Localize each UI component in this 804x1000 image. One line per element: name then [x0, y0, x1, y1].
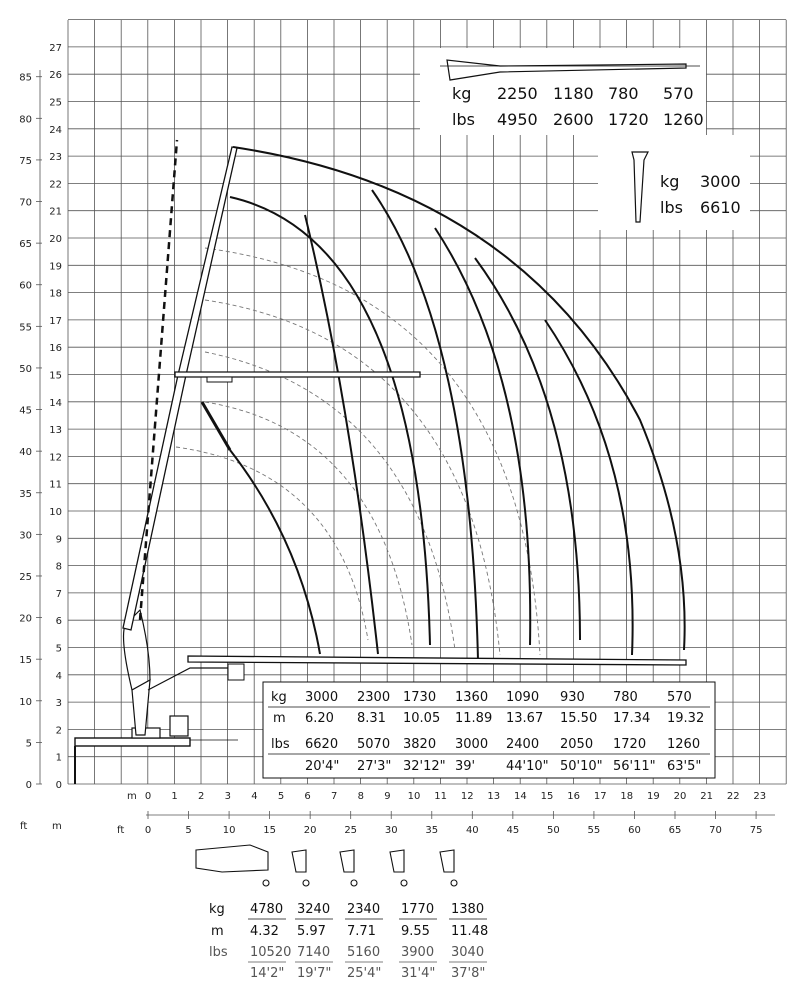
jib-lbs-unit: lbs	[452, 110, 475, 129]
bottom-axis-m-tick: 11	[434, 791, 447, 802]
bottom-table-cell-kg: 2340	[347, 902, 381, 917]
main-table-cell-ft: 63'5"	[667, 759, 702, 774]
bottom-axis-ft-tick: 50	[547, 825, 560, 836]
left-axis-ft-tick: 85	[19, 72, 32, 84]
bottom-axis-m-tick: 21	[700, 791, 713, 802]
bottom-axis-ft-tick: 20	[303, 825, 317, 836]
main-table-cell-ft: 44'10"	[506, 759, 549, 774]
bottom-table-cell-lbs: 3900	[401, 945, 435, 960]
bottom-table-label-kg: kg	[209, 902, 225, 917]
bottom-table-cell-lbs: 3040	[451, 945, 485, 960]
left-axis-m-tick: 24	[49, 124, 62, 136]
bottom-axis-m-tick: 17	[593, 791, 607, 802]
left-axis-m-tick: 18	[49, 288, 62, 300]
curve-1	[230, 450, 320, 654]
main-table-cell-m: 17.34	[613, 711, 651, 726]
left-axis-ft-tick: 0	[25, 780, 32, 791]
left-axis-ft-tick: 65	[19, 239, 32, 251]
left-axis-m-tick: 10	[49, 507, 62, 518]
bottom-axis-ft-tick: 25	[344, 825, 358, 836]
bottom-axis-ft-tick: 15	[263, 825, 276, 836]
main-table-cell-m: 6.20	[305, 711, 334, 726]
curve-5	[435, 228, 530, 645]
bottom-axis-m-tick: 4	[251, 791, 258, 802]
left-axis-m-tick: 21	[49, 206, 62, 218]
left-axis-m-tick: 15	[49, 370, 62, 382]
main-table-cell-lbs: 1720	[613, 737, 647, 752]
main-table-label-m: m	[273, 711, 286, 726]
bottom-axis-m-tick: 3	[224, 791, 231, 802]
main-table-cell-kg: 1090	[506, 690, 540, 705]
left-axis-m-tick: 4	[55, 670, 62, 682]
left-axis-m-tick: 11	[49, 479, 62, 491]
bottom-axis-ft-tick: 35	[425, 825, 439, 836]
bottom-table-cell-kg: 1380	[451, 902, 485, 917]
left-axis-ft-tick: 45	[19, 405, 32, 417]
main-table-cell-lbs: 3820	[403, 737, 437, 752]
left-axis-m-tick: 16	[49, 343, 62, 355]
boom-section-icons	[196, 845, 457, 886]
bottom-axis-m-tick: 7	[331, 791, 338, 802]
curve-7	[545, 320, 633, 655]
left-axis-ft-tick: 80	[19, 114, 32, 126]
winch-kg-unit: kg	[660, 172, 680, 191]
bottom-table-cell-m: 11.48	[451, 924, 489, 939]
curve-2	[305, 215, 378, 654]
left-axis-ft-tick: 10	[19, 696, 32, 708]
bottom-axis-m-tick: 5	[277, 791, 285, 802]
left-axis-m-tick: 5	[55, 643, 62, 655]
bottom-table-cell-m: 5.97	[297, 924, 326, 939]
corner-label-ft-left: ft	[20, 821, 28, 832]
jib-lbs-value-3: 1720	[608, 110, 649, 129]
main-table-cell-ft: 20'4"	[305, 759, 340, 774]
bottom-table-cell-m: 4.32	[250, 924, 279, 939]
bottom-axis-ft-tick: 30	[384, 825, 398, 836]
left-axis-m-tick: 3	[55, 698, 62, 710]
left-axis-ft-tick: 20	[19, 613, 32, 625]
left-axis-ft-tick: 60	[19, 280, 32, 292]
jib-lbs-value-2: 2600	[553, 110, 594, 129]
main-table-cell-kg: 3000	[305, 690, 339, 705]
left-axis-m-tick: 20	[49, 234, 62, 245]
left-axis-m-tick: 22	[49, 179, 62, 191]
corner-label-ft: ft	[117, 825, 125, 836]
bottom-axis-m-tick: 8	[357, 791, 364, 802]
main-table-cell-ft: 50'10"	[560, 759, 603, 774]
main-table-cell-lbs: 1260	[667, 737, 701, 752]
bottom-table-cell-lbs: 7140	[297, 945, 331, 960]
bottom-axis-m	[145, 791, 766, 802]
bottom-table-cell-ft: 19'7"	[297, 966, 332, 981]
bottom-axis-ft-tick: 70	[709, 825, 722, 836]
left-axis-ft-tick: 40	[19, 447, 32, 459]
left-axis-m-tick: 6	[55, 616, 62, 628]
boom-horizontal-upper	[175, 372, 420, 377]
left-axis-ft-tick: 30	[19, 530, 32, 542]
main-table-cell-kg: 2300	[357, 690, 391, 705]
bottom-axis-m-tick: 1	[171, 791, 178, 802]
left-axis-ft	[19, 70, 42, 791]
main-table-cell-m: 11.89	[455, 711, 493, 726]
main-table-cell-kg: 780	[613, 690, 638, 705]
curve-6	[475, 258, 580, 640]
main-table-label-lbs: lbs	[271, 737, 290, 752]
bottom-axis-m-tick: 20	[673, 791, 687, 802]
left-axis-ft-tick: 25	[19, 571, 32, 583]
corner-label-m: m	[127, 791, 137, 802]
bottom-axis-m-tick: 13	[487, 791, 501, 802]
bottom-axis-ft-tick: 60	[628, 825, 641, 836]
main-table-cell-lbs: 6620	[305, 737, 339, 752]
left-axis-m-tick: 12	[49, 452, 62, 464]
bottom-table-label-m: m	[211, 924, 224, 939]
left-axis-m	[49, 43, 62, 791]
bottom-axis-m-tick: 12	[460, 791, 474, 802]
bottom-axis-m-tick: 0	[144, 791, 152, 802]
jib-kg-value-1: 2250	[497, 84, 538, 103]
left-axis-m-tick: 1	[55, 752, 62, 764]
bottom-table-cell-ft: 14'2"	[250, 966, 285, 981]
left-axis-ft-tick: 15	[19, 655, 32, 667]
left-axis-m-tick: 23	[49, 152, 62, 164]
left-axis-m-tick: 26	[49, 70, 62, 82]
left-axis-ft-tick: 5	[25, 738, 32, 750]
main-capacity-table	[263, 682, 715, 778]
winch-load-box	[598, 135, 750, 230]
winch-lbs-value: 6610	[700, 198, 741, 217]
left-axis-m-tick: 0	[55, 780, 62, 791]
bottom-table-cell-kg: 1770	[401, 902, 435, 917]
main-table-label-kg: kg	[271, 690, 287, 705]
jib-kg-value-3: 780	[608, 84, 639, 103]
main-table-cell-kg: 1360	[455, 690, 489, 705]
bottom-axis-m-tick: 18	[620, 791, 634, 802]
bottom-table-cell-lbs: 5160	[347, 945, 381, 960]
left-axis-m-tick: 2	[55, 725, 62, 737]
bottom-axis-m-tick: 16	[567, 791, 580, 802]
bottom-axis-ft-tick: 65	[668, 825, 682, 836]
bottom-table-cell-kg: 4780	[250, 902, 284, 917]
main-table-cell-ft: 56'11"	[613, 759, 656, 774]
main-table-cell-ft: 32'12"	[403, 759, 446, 774]
extension-boom-raised	[178, 147, 237, 375]
bottom-axis-m-tick: 6	[304, 791, 311, 802]
main-table-cell-kg: 1730	[403, 690, 437, 705]
left-axis-ft-tick: 55	[19, 322, 32, 334]
main-table-cell-lbs: 5070	[357, 737, 391, 752]
bottom-axis-m-tick: 22	[726, 791, 740, 802]
bottom-axis-ft-tick: 75	[749, 825, 763, 836]
left-axis-ft-tick: 35	[19, 488, 32, 500]
bottom-table-cell-ft: 31'4"	[401, 966, 436, 981]
winch-lbs-unit: lbs	[660, 198, 683, 217]
main-table-cell-kg: 570	[667, 690, 692, 705]
jib-lbs-value-1: 4950	[497, 110, 538, 129]
bottom-axis-m-tick: 2	[198, 791, 205, 802]
left-axis-ft-tick: 70	[19, 197, 32, 209]
left-axis-ft-tick: 50	[19, 363, 32, 375]
left-axis-m-tick: 7	[55, 588, 62, 600]
winch-kg-value: 3000	[700, 172, 741, 191]
main-table-cell-kg: 930	[560, 690, 585, 705]
main-boom-raised	[123, 375, 186, 630]
bottom-table-cell-kg: 3240	[297, 902, 331, 917]
bottom-axis-ft-tick: 45	[506, 825, 520, 836]
left-axis-m-tick: 9	[55, 534, 62, 546]
main-table-cell-m: 13.67	[506, 711, 544, 726]
left-axis-m-tick: 8	[55, 561, 62, 573]
corner-label-m-left: m	[52, 821, 62, 832]
bottom-axis-ft-tick: 10	[222, 825, 236, 836]
jib-kg-value-4: 570	[663, 84, 694, 103]
bottom-axis-ft	[145, 825, 763, 836]
bottom-axis-ft-tick: 55	[587, 825, 601, 836]
jib-kg-unit: kg	[452, 84, 472, 103]
main-table-cell-m: 8.31	[357, 711, 386, 726]
left-axis-m-tick: 27	[49, 42, 62, 54]
main-table-cell-lbs: 2400	[506, 737, 540, 752]
left-axis-ft-tick: 75	[19, 155, 32, 167]
main-table-cell-m: 19.32	[667, 711, 705, 726]
left-axis-m-tick: 25	[49, 97, 62, 109]
crane-base	[75, 738, 190, 746]
bottom-axis-ft-tick: 5	[185, 825, 192, 836]
max-angle-line	[140, 140, 177, 620]
bottom-axis-m-tick: 9	[384, 791, 391, 802]
bottom-table-cell-m: 7.71	[347, 924, 376, 939]
left-axis-m-tick: 13	[49, 425, 62, 437]
bottom-table-cell-m: 9.55	[401, 924, 430, 939]
boom-horizontal-lower	[188, 656, 686, 665]
bottom-axis-m-tick: 15	[540, 791, 554, 802]
bottom-capacity-table	[209, 902, 488, 981]
bottom-axis-m-tick: 10	[407, 791, 421, 802]
main-table-cell-m: 15.50	[560, 711, 598, 726]
left-axis-m-tick: 14	[49, 397, 62, 409]
main-table-cell-ft: 39'	[455, 759, 476, 774]
jib-lbs-value-4: 1260	[663, 110, 704, 129]
bottom-axis-ft-tick: 0	[144, 825, 152, 836]
bottom-axis-m-tick: 14	[514, 791, 527, 802]
main-table-cell-lbs: 2050	[560, 737, 594, 752]
bottom-table-cell-ft: 37'8"	[451, 966, 486, 981]
bottom-table-label-lbs: lbs	[209, 945, 228, 960]
main-table-cell-ft: 27'3"	[357, 759, 392, 774]
jib-kg-value-2: 1180	[553, 84, 594, 103]
curve-4	[372, 190, 478, 660]
jib-load-box	[420, 48, 706, 135]
left-axis-m-tick: 17	[49, 315, 62, 327]
bottom-axis-ft-tick: 40	[465, 825, 479, 836]
bottom-axis-m-tick: 23	[753, 791, 767, 802]
main-table-cell-lbs: 3000	[455, 737, 489, 752]
bottom-axis-m-tick: 19	[647, 791, 660, 802]
bottom-table-cell-lbs: 10520	[250, 945, 292, 960]
curve-3	[230, 197, 430, 645]
bottom-table-cell-ft: 25'4"	[347, 966, 382, 981]
left-axis-m-tick: 19	[49, 261, 62, 273]
main-table-cell-m: 10.05	[403, 711, 441, 726]
